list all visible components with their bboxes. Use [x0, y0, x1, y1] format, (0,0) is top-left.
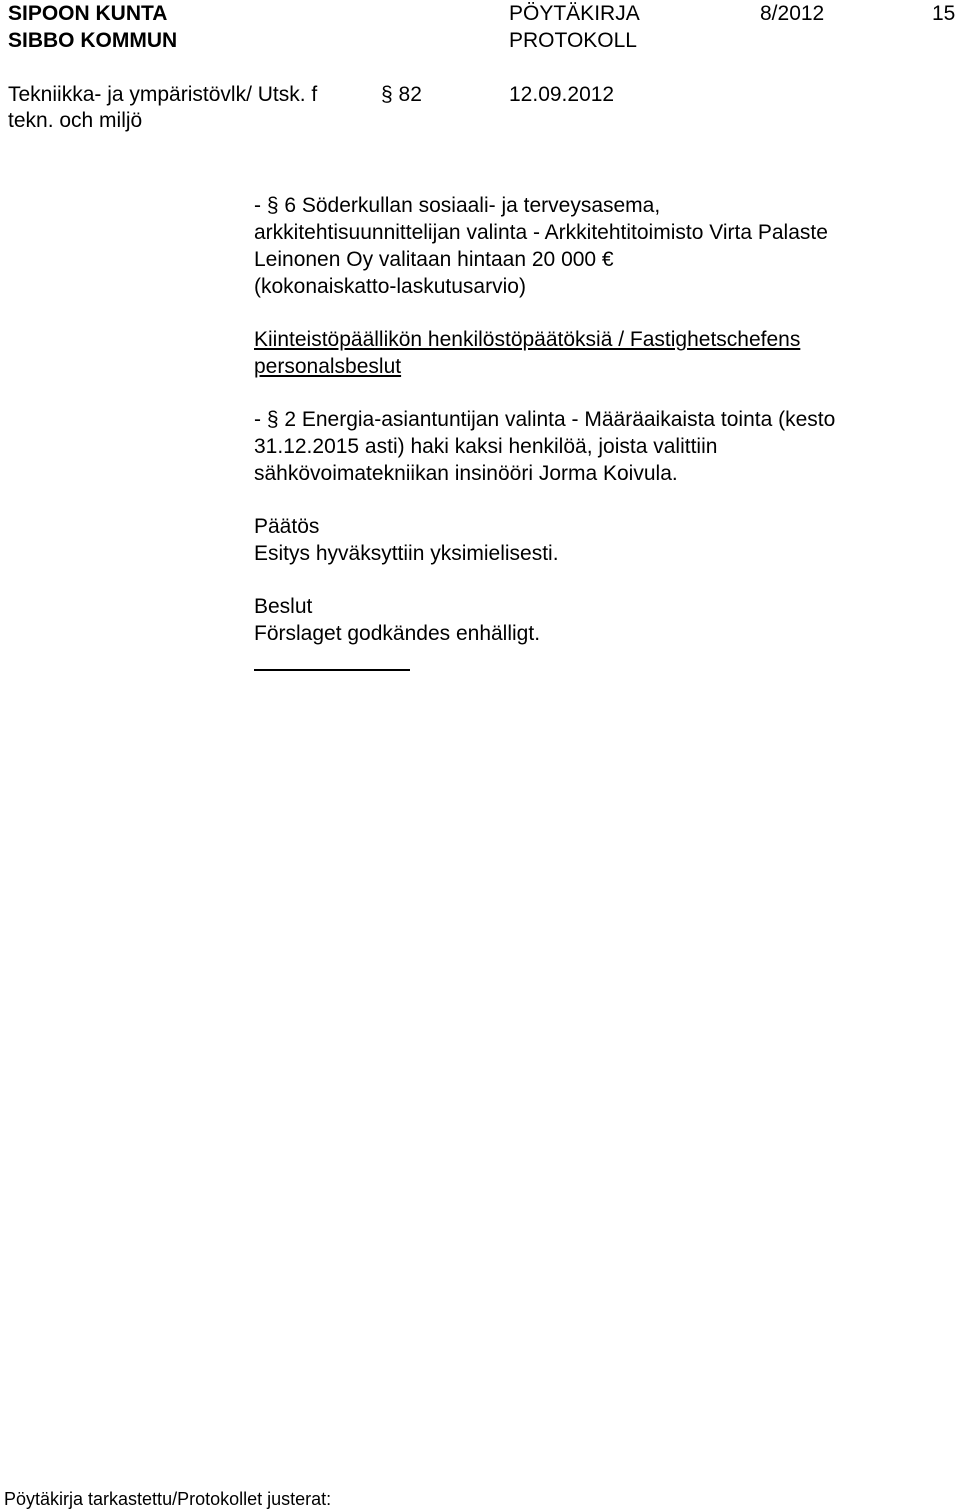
section-number: 82 [398, 83, 422, 106]
footer-verified-label: Pöytäkirja tarkastettu/Protokollet justerat: [4, 1489, 332, 1509]
decision-sv-label: Beslut [254, 595, 313, 618]
subheading-line: Kiinteistöpäällikön henkilöstöpäätöksiä / Fastighetschefens [254, 328, 801, 351]
agenda-item-1-line: Leinonen Oy valitaan hintaan 20 000 € [254, 248, 614, 271]
decision-sv-text: Förslaget godkändes enhälligt. [254, 622, 541, 645]
decision-fi-label: Päätös [254, 515, 320, 538]
agenda-item-2-line: sähkövoimatekniikan insinööri Jorma Koivula. [254, 462, 678, 485]
meeting-date: 12.09.2012 [509, 83, 615, 106]
section-reference [381, 81, 422, 109]
agenda-item-2-line: 31.12.2015 asti) haki kaksi henkilöä, joista valittiin [254, 435, 718, 458]
agenda-item-1-line: arkkitehtisuunnittelijan valinta - Arkkitehtitoimisto Virta Palaste [254, 221, 828, 244]
subheading-line: personalsbeslut [254, 355, 402, 378]
municipality-name-fi: SIPOON KUNTA [8, 2, 168, 25]
municipality-name-sv: SIBBO KOMMUN [8, 29, 178, 52]
committee-name-sv: tekn. och miljö [8, 109, 143, 132]
decisions-subheading [254, 326, 934, 380]
decision-fi-block [254, 513, 934, 567]
section-symbol: § [381, 83, 393, 106]
agenda-item-1-line: (kokonaiskatto-laskutusarvio) [254, 275, 526, 298]
agenda-item-1-line: - § 6 Söderkullan sosiaali- ja terveysasema, [254, 194, 661, 217]
committee-name-fi: Tekniikka- ja ympäristövlk/ Utsk. f [8, 83, 318, 106]
decision-fi-text: Esitys hyväksyttiin yksimielisesti. [254, 542, 559, 565]
agenda-item-2-line: - § 2 Energia-asiantuntijan valinta - Määräaikaista tointa (kesto [254, 408, 836, 431]
agenda-item-1 [254, 192, 934, 300]
page-number: 15 [932, 2, 956, 25]
protocol-number: 8/2012 [760, 2, 825, 25]
document-type-fi: PÖYTÄKIRJA [509, 2, 640, 25]
decision-sv-block [254, 593, 934, 647]
document-type-sv: PROTOKOLL [509, 29, 637, 52]
agenda-item-2 [254, 406, 934, 487]
end-divider [254, 669, 410, 671]
